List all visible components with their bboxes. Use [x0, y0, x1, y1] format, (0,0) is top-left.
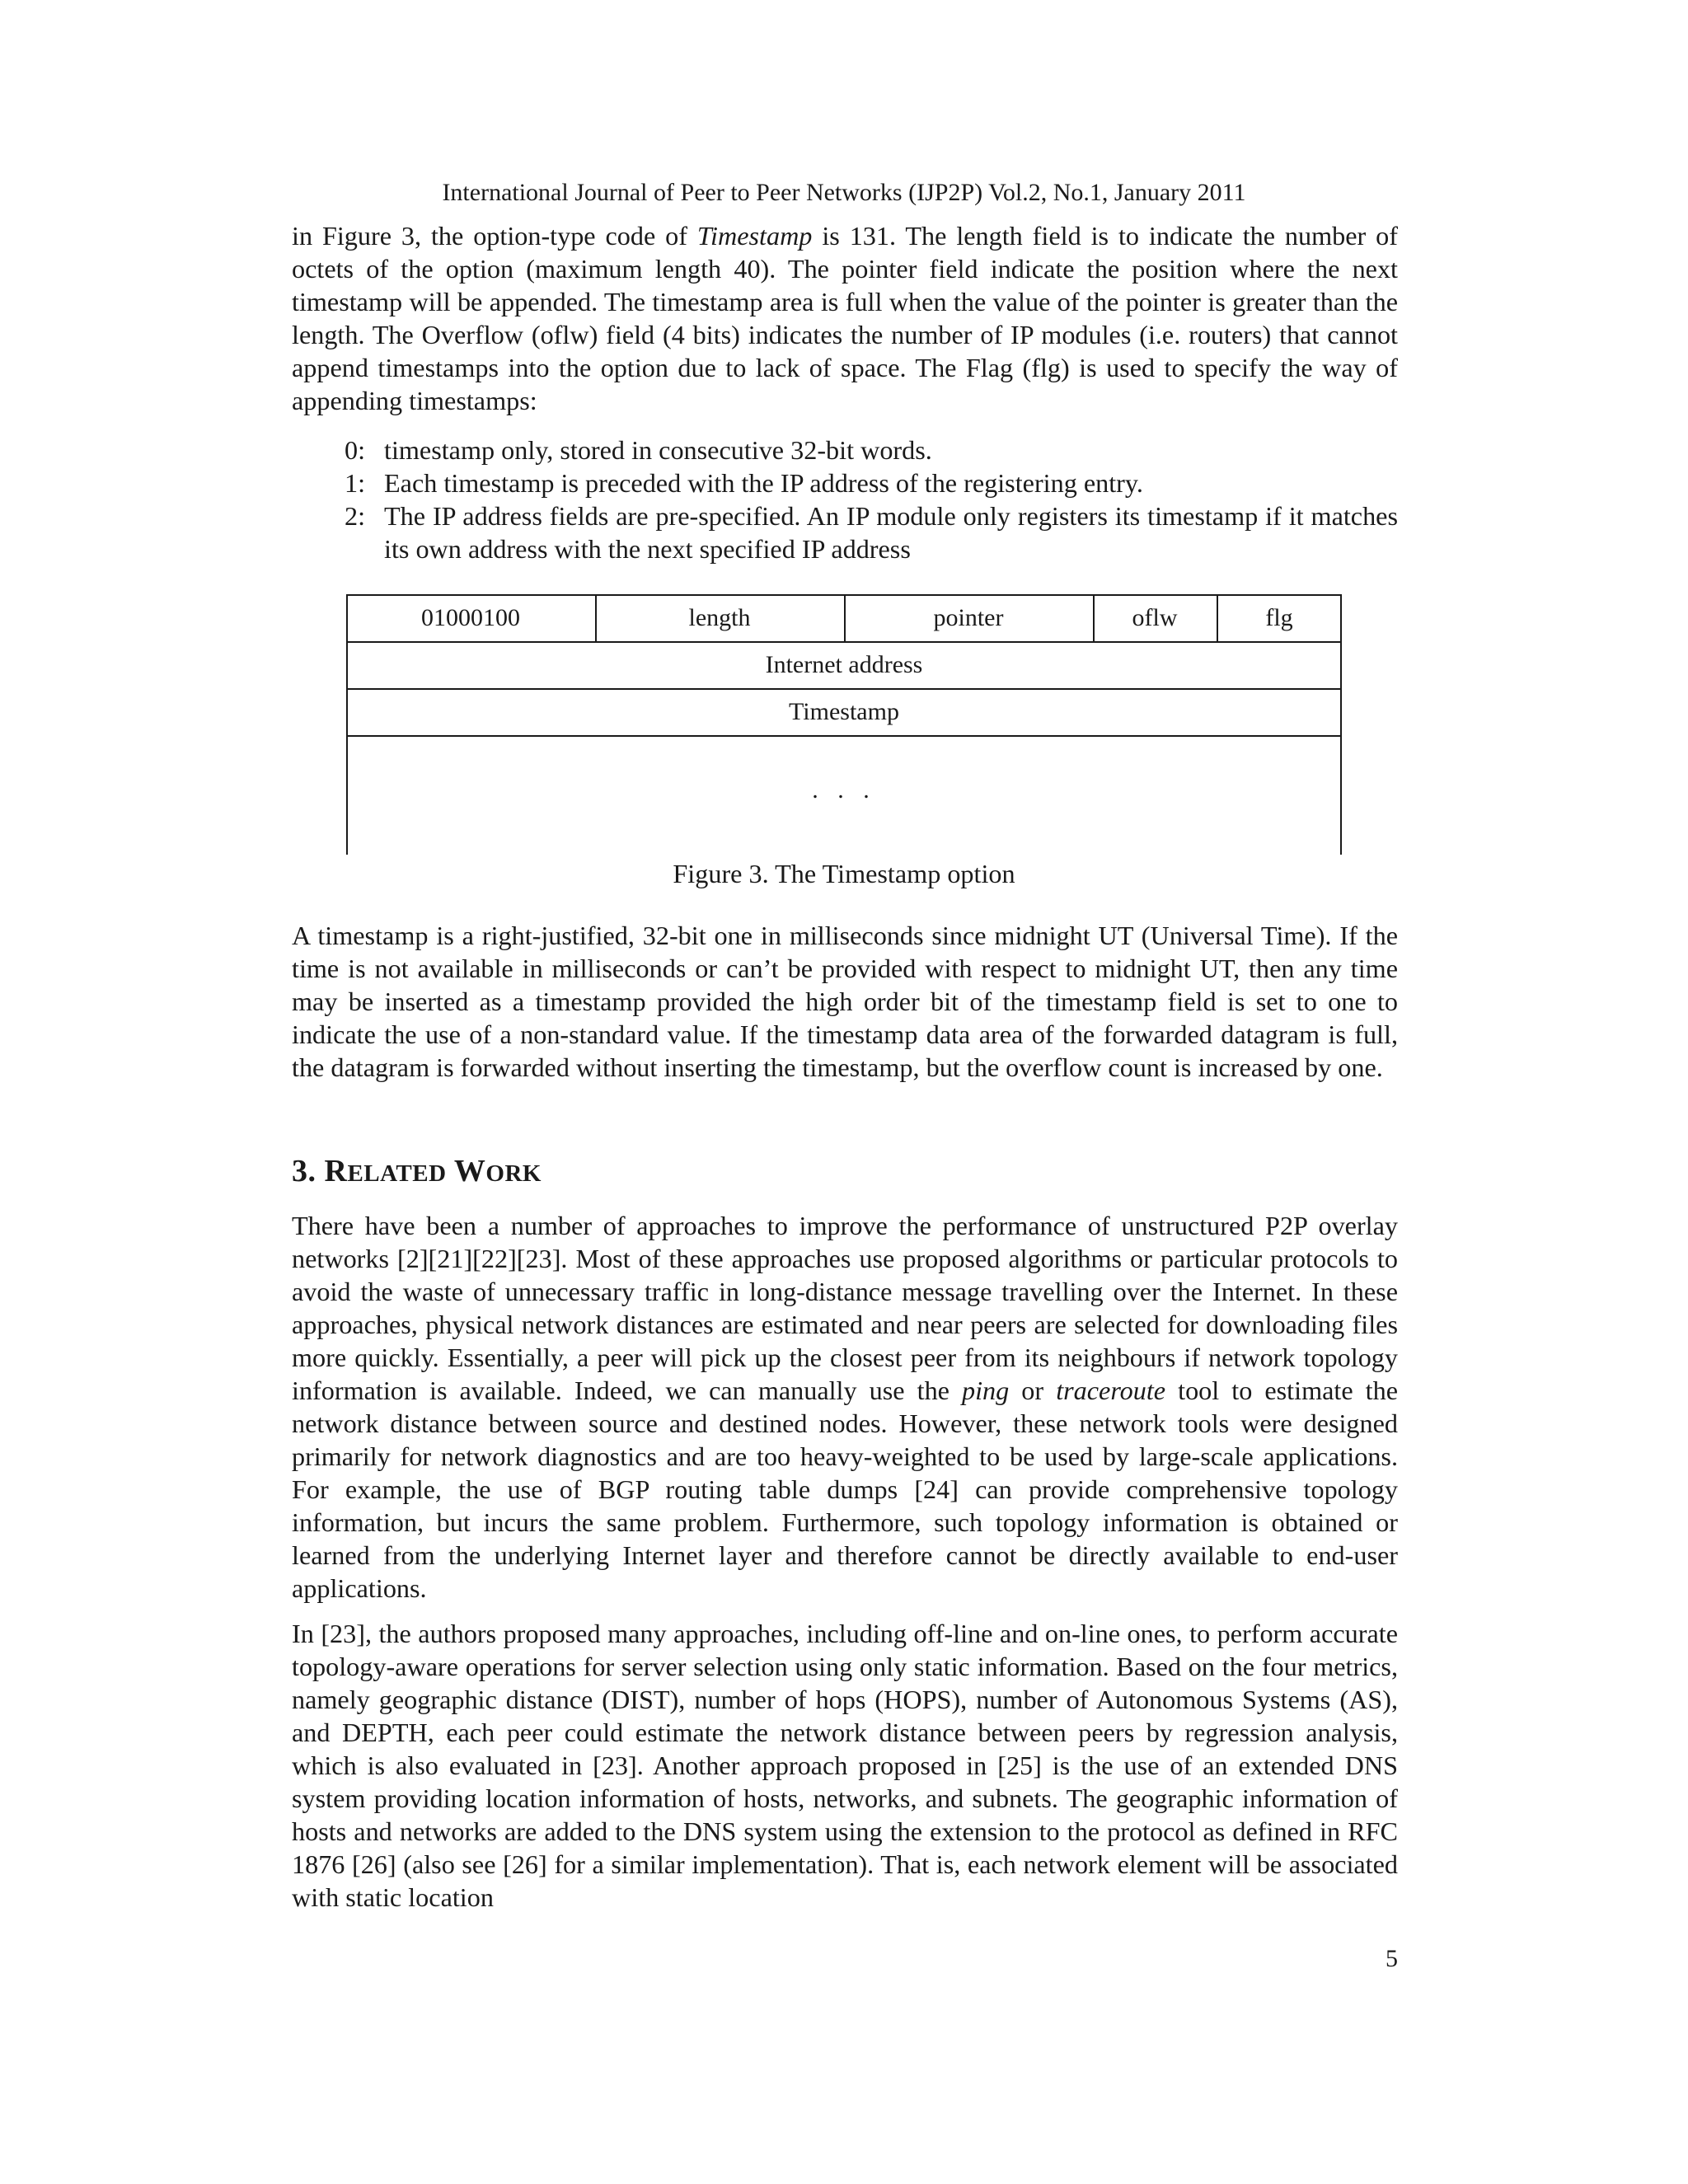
page-number: 5	[1386, 1945, 1398, 1972]
section-title	[325, 1154, 542, 1188]
related-work-paragraph-2	[292, 1617, 1398, 1914]
field-timestamp: Timestamp	[789, 698, 899, 725]
timestamp-paragraph	[292, 919, 1398, 1084]
section-number: 3.	[292, 1154, 316, 1188]
table-line-row3	[346, 735, 1342, 737]
related2-text: In [23], the authors proposed many approaches, including off-line and on-line ones, to perform accurate topology-aware operations for server selection using only static information. Based on the four metrics, namely geographic distance (DIST), number of hops (HOPS), number of Autonomous Systems (AS), and DEPTH, each peer could estimate the network distance between peers by regression analysis, which is also evaluated in [23]. Another approach proposed in [25] is the use of an extended DNS system providing location information of hosts, networks, and subnets. The geographic information of hosts and networks are added to the DNS system using the extension to the protocol as defined in RFC 1876 [26] (also see [26] for a similar implementation). That is, each network element will be associated with static location	[292, 1619, 1398, 1912]
intro-paragraph	[292, 219, 1398, 417]
table-line-row2	[346, 688, 1342, 690]
title-small-caps-2: ORK	[485, 1160, 542, 1187]
flag-number: 1:	[345, 468, 366, 498]
section-heading	[292, 1152, 542, 1193]
related1-text-1: There have been a number of approaches to improve the performance of unstructured P2P overlay networks [2][21][22][23]. Most of these approaches use proposed algorithms or particular protocols to avoid the waste of unnecessary traffic in long-distance message travelling over the Internet. In these approaches, physical network distances are estimated and near peers are selected for downloading files more quickly. Essentially, a peer will pick up the closest peer from its neighbours if network topology information is available. Indeed, we can manually use the	[292, 1211, 1398, 1405]
title-small-caps-1: ELATED	[347, 1160, 447, 1187]
related-work-paragraph-1	[292, 1209, 1398, 1605]
field-length: length	[688, 604, 751, 631]
title-cap-r: R	[324, 1154, 348, 1188]
flag-list	[345, 434, 1398, 565]
intro-text-1: in Figure 3, the option-type code of	[292, 221, 697, 251]
field-pointer: pointer	[933, 604, 1004, 631]
field-internet-address: Internet address	[765, 651, 923, 678]
intro-text-2: is 131. The length field is to indicate the number of octets of the option (maximum length 40). The pointer field indicate the position where the next timestamp will be appended. The timestamp area is full when the value of the pointer is greater than the length. The Overflow (oflw) field (4 bits) indicates the number of IP modules (i.e. routers) that cannot append timestamps into the option due to lack of space. The Flag (flg) is used to specify the way of appending timestamps:	[292, 221, 1398, 415]
related1-italic-ping: ping	[962, 1376, 1010, 1405]
intro-italic-timestamp: Timestamp	[696, 221, 813, 251]
related1-text-3: tool to estimate the network distance between source and destined nodes. However, these network tools were designed primarily for network diagnostics and are too heavy-weighted to be used by large-scale applications. For example, the use of BGP routing table dumps [24] can provide comprehensive topology information, but incurs the same problem. Furthermore, such topology information is obtained or learned from the underlying Internet layer and therefore cannot be directly available to end-user applications.	[292, 1376, 1399, 1603]
field-oflw: oflw	[1132, 604, 1178, 631]
timestamp-paragraph-text: A timestamp is a right-justified, 32-bit one in milliseconds since midnight UT (Universal Time). If the time is not available in milliseconds or can’t be provided with respect to midnight UT, then any time may be inserted as a timestamp provided the high order bit of the timestamp field is set to one to indicate the use of a non-standard value. If the timestamp data area of the forwarded datagram is full, the datagram is forwarded without inserting the timestamp, but the overflow count is increased by one.	[292, 921, 1398, 1082]
field-flg: flg	[1265, 604, 1293, 631]
flag-number: 0:	[345, 435, 366, 465]
timestamp-option-diagram	[346, 594, 1342, 855]
continuation-dots: . . .	[812, 776, 876, 804]
related1-text-2: or	[1009, 1376, 1057, 1405]
flag-description: timestamp only, stored in consecutive 32-bit words.	[384, 435, 932, 465]
figure-caption: Figure 3. The Timestamp option	[673, 859, 1015, 888]
flag-item-1	[345, 466, 1398, 499]
flag-item-2	[345, 499, 1398, 565]
flag-description: The IP address fields are pre-specified. An IP module only registers its timestamp if it matches its own address with the next specified IP address	[384, 501, 1398, 564]
flag-number: 2:	[345, 501, 366, 531]
running-header: International Journal of Peer to Peer Networks (IJP2P) Vol.2, No.1, January 2011	[442, 179, 1246, 206]
title-cap-w: W	[453, 1154, 486, 1188]
related1-italic-traceroute: traceroute	[1056, 1376, 1166, 1405]
flag-description: Each timestamp is preceded with the IP address of the registering entry.	[384, 468, 1143, 498]
field-option-type: 01000100	[421, 604, 520, 631]
flag-item-0	[345, 434, 1398, 466]
